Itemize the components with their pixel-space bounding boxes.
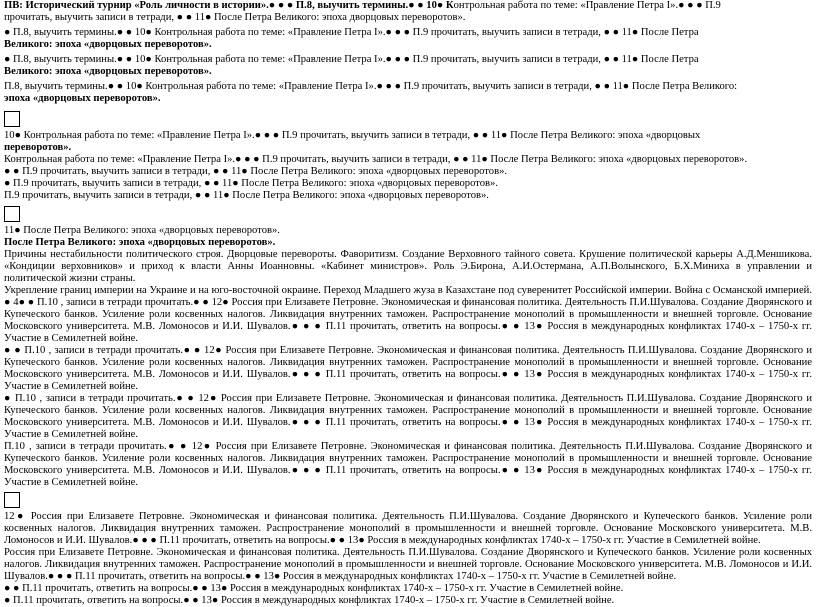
- empty-checkbox-3: [4, 492, 20, 508]
- line-10: переворотов».: [4, 142, 72, 153]
- paragraph-23: Россия при Елизавете Петровне. Экономическая и финансовая политика. Деятельность П.И.Шувалова. Создание Дворянского и Купеческого банков. Усиление роли косвенных налогов. Ликвидация внутренних таможен. Распространение монополий в промышленности и внешней торговле. Основание Московского университета. М.В. Ломоносов и И.И. Шувалов.● ● ● П.11 прочитать, ответить на вопросы.● ● 13● Россия в международных конфликтах 1740-х – 1750-х гг. Участие в Семилетней войне.: [4, 547, 812, 582]
- paragraph-18: Укрепление границ империи на Украине и на юго-восточной окраине. Переход Младшего жуза в Казахстане под суверенитет Российской империи. Война с Османской империей. ● 4● ● П.10 , записи в тетради прочитать.● ● 12● Россия при Елизавете Петровне. Экономическая и финансовая политика. Деятельность П.И.Шувалова. Создание Дворянского и Купеческого банков. Усиление роли косвенных налогов. Ликвидация внутренних таможен. Распространение монополий в промышленности и внешней торговле. Основание Московского университета. М.В. Ломоносов и И.И. Шувалов.● ● ● П.11 прочитать, ответить на вопросы.● ● 13● Россия в международных конфликтах 1740-х – 1750-х гг. Участие в Семилетней войне.: [4, 285, 812, 344]
- line-1-text: ПВ: Исторический турнир «Роль личности в истории».● ● ● П.8, выучить термины.● ● 10● К: [4, 0, 454, 11]
- paragraph-20: ● П.10 , записи в тетради прочитать.● ● 12● Россия при Елизавете Петровне. Экономическая и финансовая политика. Деятельность П.И.Шувалова. Создание Дворянского и Купеческого банков. Усиление роли косвенных налогов. Ликвидация внутренних таможен. Распространение монополий в промышленности и внешней торговле. Основание Московского университета. М.В. Ломоносов и И.И. Шувалов.● ● ● П.11 прочитать, ответить на вопросы.● ● 13● Россия в международных конфликтах 1740-х – 1750-х гг. Участие в Семилетней войне.: [4, 393, 812, 440]
- line-2: прочитать, выучить записи в тетради, ● ● 11● После Петра Великого: эпоха дворцовых переворотов».: [4, 12, 466, 23]
- line-4: Великого: эпоха «дворцовых переворотов».: [4, 39, 212, 50]
- line-13: ● П.9 прочитать, выучить записи в тетради, ● ● 11● После Петра Великого: эпоха «дворцовых переворотов».: [4, 178, 498, 189]
- paragraph-24: ● ● П.11 прочитать, ответить на вопросы.● ● 13● Россия в международных конфликтах 1740-х – 1750-х гг. Участие в Семилетней войне.: [4, 583, 624, 594]
- line-15: 11● После Петра Великого: эпоха «дворцовых переворотов».: [4, 225, 280, 236]
- line-5-tail: онтрольная работа по теме: «Правление Петра I».● ● ● П.9 прочитать, выучить записи в тетради, ● ● 11● После Петра: [161, 54, 699, 65]
- line-5-head: ● П.8, выучить термины.● ● 10● К: [4, 54, 162, 65]
- empty-checkbox-1: [4, 111, 20, 127]
- line-12: ● ● П.9 прочитать, выучить записи в тетради, ● ● 11● После Петра Великого: эпоха «дворцовых переворотов».: [4, 166, 508, 177]
- line-3-tail: онтрольная работа по теме: «Правление Петра I».● ● ● П.9 прочитать, выучить записи в тетради, ● ● 11● После Петра: [161, 27, 699, 38]
- paragraph-19: ● ● П.10 , записи в тетради прочитать.● ● 12● Россия при Елизавете Петровне. Экономическая и финансовая политика. Деятельность П.И.Шувалова. Создание Дворянского и Купеческого банков. Усиление роли косвенных налогов. Ликвидация внутренних таможен. Распространение монополий в промышленности и внешней торговле. Основание Московского университета. М.В. Ломоносов и И.И. Шувалов.● ● ● П.11 прочитать, ответить на вопросы.● ● 13● Россия в международных конфликтах 1740-х – 1750-х гг. Участие в Семилетней войне.: [4, 345, 812, 392]
- line-7-head: П.8, выучить термины.● ● 10● К: [4, 81, 152, 92]
- line-7-tail: онтрольная работа по теме: «Правление Петра I».● ● ● П.9 прочитать, выучить записи в тетради, ● ● 11● После Петра Великого:: [151, 81, 738, 92]
- empty-checkbox-2: [4, 206, 20, 222]
- line-5: [4, 54, 812, 66]
- line-16: После Петра Великого: эпоха «дворцовых переворотов».: [4, 237, 276, 248]
- paragraph-21: П.10 , записи в тетради прочитать.● ● 12● Россия при Елизавете Петровне. Экономическая и финансовая политика. Деятельность П.И.Шувалова. Создание Дворянского и Купеческого банков. Усиление роли косвенных налогов. Ликвидация внутренних таможен. Распространение монополий в промышленности и внешней торговле. Основание Московского университета. М.В. Ломоносов и И.И. Шувалов.● ● ● П.11 прочитать, ответить на вопросы.● ● 13● Россия в международных конфликтах 1740-х – 1750-х гг. Участие в Семилетней войне.: [4, 441, 812, 488]
- line-3-head: ● П.8, выучить термины.● ● 10● К: [4, 27, 162, 38]
- line-3: [4, 27, 812, 39]
- paragraph-17: Причины нестабильности политического строя. Дворцовые перевороты. Фаворитизм. Создание Верховного тайного совета. Крушение политической карьеры А.Д.Меншикова. «Кондиции верховников» и приход к власти Анны Иоанновны. «Кабинет министров». Роль Э.Бирона, А.И.Остермана, А.П.Волынского, Б.Х.Миниха в управлении и политической жизни страны.: [4, 249, 812, 284]
- line-9-head: 10● К: [4, 130, 31, 141]
- line-7: [4, 81, 812, 93]
- line-1-tail: онтрольная работа по теме: «Правление Петра I».● ● ● П.9: [453, 0, 721, 11]
- line-9-tail: онтрольная работа по теме: «Правление Петра I».● ● ● П.9 прочитать, выучить записи в тетради, ● ● 11● После Петра Великого: эпоха «дворцовых: [30, 130, 701, 141]
- paragraph-22: 12● Россия при Елизавете Петровне. Экономическая и финансовая политика. Деятельность П.И.Шувалова. Создание Дворянского и Купеческого банков. Усиление роли косвенных налогов. Ликвидация внутренних таможен. Распространение монополий в промышленности и внешней торговле. Основание Московского университета. М.В. Ломоносов и И.И. Шувалов.● ● ● П.11 прочитать, ответить на вопросы.● ● 13● Россия в международных конфликтах 1740-х – 1750-х гг. Участие в Семилетней войне.: [4, 511, 812, 546]
- line-11: Контрольная работа по теме: «Правление Петра I».● ● ● П.9 прочитать, выучить записи в тетради, ● ● 11● После Петра Великого: эпоха «дворцовых переворотов».: [4, 154, 748, 165]
- line-8: эпоха «дворцовых переворотов».: [4, 93, 161, 104]
- paragraph-25: ● П.11 прочитать, ответить на вопросы.● ● 13● Россия в международных конфликтах 1740-х – 1750-х гг. Участие в Семилетней войне.: [4, 595, 615, 606]
- line-14: П.9 прочитать, выучить записи в тетради, ● ● 11● После Петра Великого: эпоха «дворцовых переворотов».: [4, 190, 489, 201]
- line-9: [4, 130, 812, 142]
- line-1: [4, 0, 812, 12]
- line-6: Великого: эпоха «дворцовых переворотов».: [4, 66, 212, 77]
